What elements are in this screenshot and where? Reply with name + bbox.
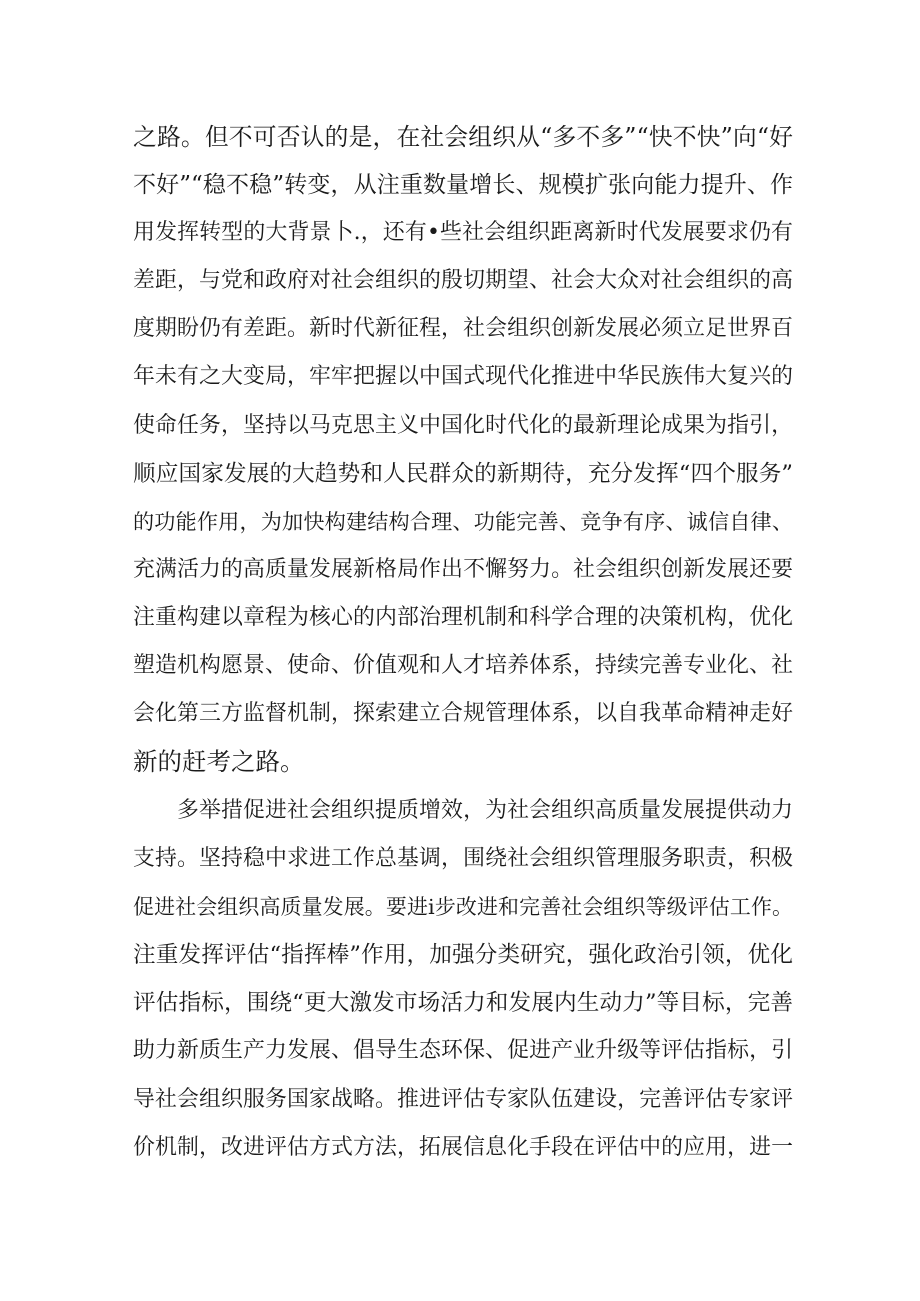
- paragraph-line: 评估指标，围绕“更大激发市场活力和发展内生动力”等目标，完善: [133, 990, 793, 1017]
- paragraph-line: 支持。坚持稳中求进工作总基调，围绕社会组织管理服务职责，积极: [133, 846, 793, 872]
- paragraph-line: 的功能作用，为加快构建结构合理、功能完善、竞争有序、诚信自律、: [133, 508, 793, 534]
- paragraph-line: 不好”“稳不稳”转变，从注重数量增长、规模扩张向能力提升、作: [133, 172, 793, 199]
- paragraph-line: 新的赶考之路。: [133, 747, 305, 777]
- paragraph-line: 塑造机构愿景、使命、价值观和人才培养体系，持续完善专业化、社: [133, 653, 793, 679]
- paragraph-line: 使命任务，坚持以马克思主义中国化时代化的最新理论成果为指引，: [133, 412, 793, 438]
- paragraph-line: 促进社会组织高质量发展。要进i步改进和完善社会组织等级评估工作。: [133, 895, 793, 920]
- paragraph-line: 之路。但不可否认的是，在社会组织从“多不多”“快不快”向“好: [133, 123, 793, 151]
- paragraph-line: 注重发挥评估“指挥棒”作用，加强分类研究，强化政治引领，优化: [133, 942, 793, 969]
- paragraph-1: [133, 113, 793, 786]
- paragraph-line: 度期盼仍有差距。新时代新征程，社会组织创新发展必须立足世界百: [133, 316, 793, 342]
- paragraph-line: 差距，与党和政府对社会组织的殷切期望、社会大众对社会组织的高: [133, 268, 793, 294]
- paragraph-line: 注重构建以章程为核心的内部治理机制和科学合理的决策机构，优化: [133, 604, 793, 630]
- paragraph-line: 会化第三方监督机制，探索建立合规管理体系，以自我革命精神走好: [133, 701, 793, 727]
- paragraph-line: 导社会组织服务国家战略。推进评估专家队伍建设，完善评估专家评: [133, 1086, 793, 1112]
- paragraph-line: 充满活力的高质量发展新格局作出不懈努力。社会组织创新发展还要: [133, 556, 793, 582]
- paragraph-line: 年未有之大变局，牢牢把握以中国式现代化推进中华民族伟大复兴的: [133, 364, 793, 390]
- paragraph-line: 顺应国家发展的大趋势和人民群众的新期待，充分发挥“四个服务”: [133, 460, 793, 487]
- paragraph-line: 价机制，改进评估方式方法，拓展信息化手段在评估中的应用，进一: [133, 1134, 793, 1160]
- paragraph-line: 助力新质生产力发展、倡导生态环保、促进产业升级等评估指标，引: [133, 1038, 793, 1064]
- paragraph-line: 多举措促进社会组织提质增效，为社会组织高质量发展提供动力: [133, 798, 793, 823]
- paragraph-line: 用发挥转型的大背景卜.，还有•些社会组织距离新时代发展要求仍有: [133, 220, 793, 246]
- paragraph-2: [133, 787, 793, 1172]
